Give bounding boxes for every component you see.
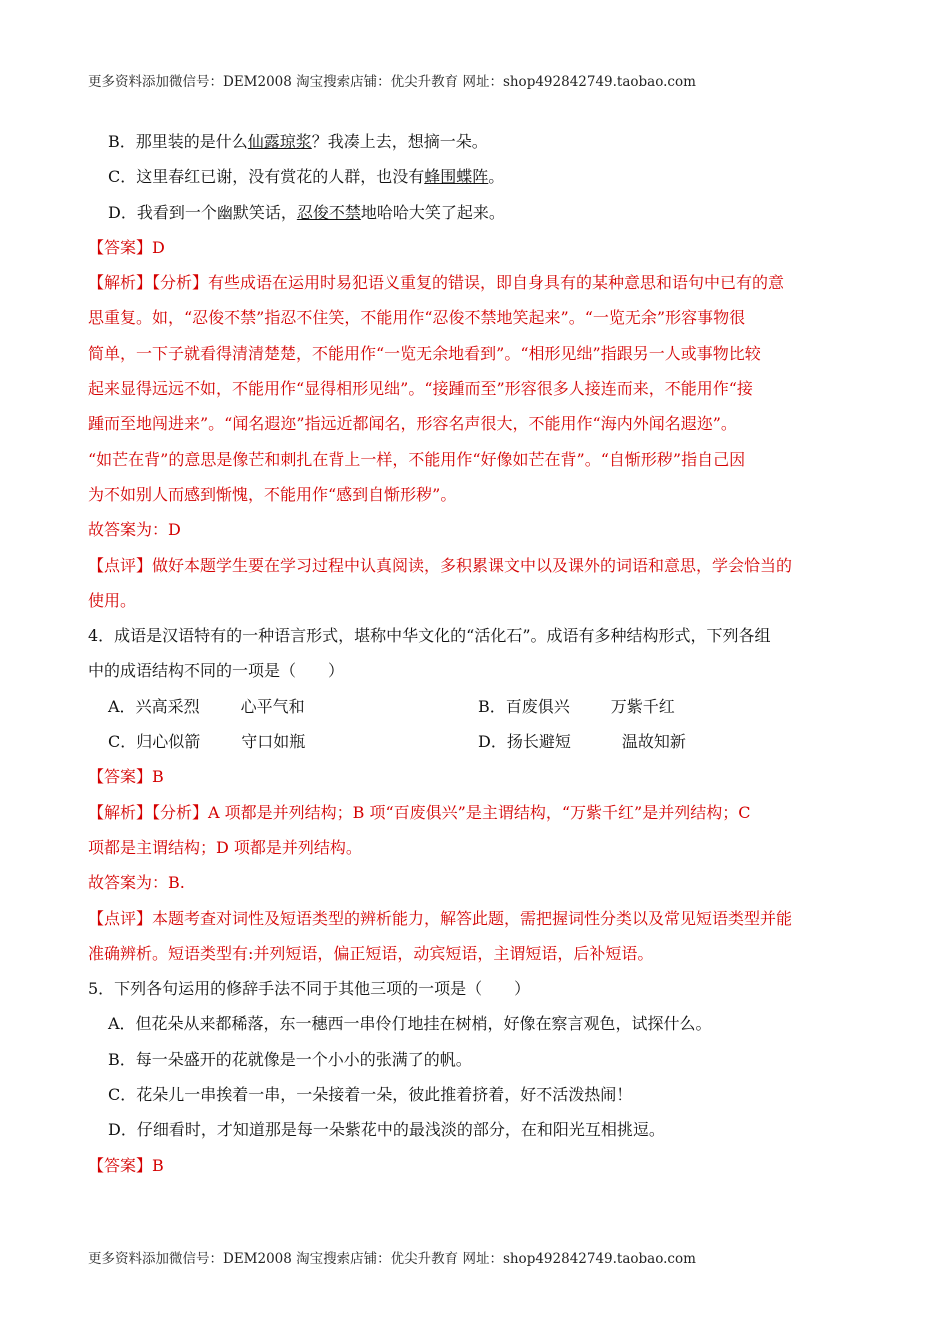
q5-stem: 5．下列各句运用的修辞手法不同于其他三项的一项是（ ）: [88, 979, 531, 999]
q3-analysis-line: 简单，一下子就看得清清楚楚，不能用作“一览无余地看到”。“相形见绌”指跟另一人或事物比较: [88, 343, 761, 363]
q3-analysis-line: 踵而至地闯进来”。“闻名遐迩”指远近都闻名，形容名声很大，不能用作“海内外闻名遐迩”。: [88, 414, 737, 434]
q3-option-c: C．这里春红已谢，没有赏花的人群，也没有蜂围蝶阵。: [108, 167, 505, 187]
q4-option-b: B．百废俱兴 万紫千红: [478, 696, 675, 716]
q3-analysis-line: 思重复。如，“忍俊不禁”指忍不住笑，不能用作“忍俊不禁地笑起来”。“一览无余”形容事物很: [88, 308, 746, 328]
q4-option-a: A．兴高采烈 心平气和: [108, 696, 305, 716]
q4-comment-line: 准确辨析。短语类型有:并列短语，偏正短语，动宾短语，主谓短语，后补短语。: [88, 943, 654, 963]
q5-option-c: C．花朵儿一串挨着一串，一朵接着一朵，彼此推着挤着，好不活泼热闹！: [108, 1085, 633, 1105]
q4-analysis-line: 项都是主谓结构；D 项都是并列结构。: [88, 837, 362, 857]
q3-option-d: D．我看到一个幽默笑话，忍俊不禁地哈哈大笑了起来。: [108, 202, 505, 222]
q4-option-d: D．扬长避短 温故知新: [478, 732, 686, 752]
q4-answer: 【答案】B: [88, 767, 164, 787]
q5-option-b: B．每一朵盛开的花就像是一个小小的张满了的帆。: [108, 1049, 472, 1069]
q4-stem-line: 4．成语是汉语特有的一种语言形式，堪称中华文化的“活化石”。成语有多种结构形式，下列各组: [88, 626, 771, 646]
q3-analysis-line: 起来显得远远不如，不能用作“显得相形见绌”。“接踵而至”形容很多人接连而来，不能用作“接: [88, 379, 753, 399]
page-header: 更多资料添加微信号：DEM2008 淘宝搜索店铺：优尖升教育 网址：shop492842749.taobao.com: [88, 74, 696, 90]
q4-analysis-line: 【解析】【分析】A 项都是并列结构；B 项“百废俱兴”是主谓结构，“万紫千红”是并列结构；C: [88, 802, 751, 822]
q3-option-b: B．那里装的是什么仙露琼浆？我凑上去，想摘一朵。: [108, 132, 488, 151]
q4-option-row: [88, 689, 863, 724]
q4-comment-line: 【点评】本题考查对词性及短语类型的辨析能力，解答此题，需把握词性分类以及常见短语类型并能: [88, 908, 793, 928]
q4-option-c: C．归心似箭 守口如瓶: [108, 732, 306, 752]
q3-answer: 【答案】D: [88, 237, 165, 257]
underlined-idiom: 仙露琼浆: [247, 132, 312, 151]
underlined-idiom: 忍俊不禁: [296, 202, 361, 222]
document-body: [88, 124, 863, 1183]
q3-comment-line: 使用。: [88, 590, 137, 610]
q5-option-a: A．但花朵从来都稀落，东一穗西一串伶仃地挂在树梢，好像在察言观色，试探什么。: [108, 1014, 712, 1034]
q5-option-d: D．仔细看时，才知道那是每一朵紫花中的最浅淡的部分，在和阳光互相挑逗。: [108, 1120, 665, 1140]
page-footer: 更多资料添加微信号：DEM2008 淘宝搜索店铺：优尖升教育 网址：shop492842749.taobao.com: [88, 1251, 696, 1267]
q3-conclusion: 故答案为：D: [88, 520, 181, 540]
q5-answer: 【答案】B: [88, 1155, 164, 1175]
q3-analysis-line: 【解析】【分析】有些成语在运用时易犯语义重复的错误，即自身具有的某种意思和语句中已有的意: [88, 273, 785, 293]
q3-analysis-line: 为不如别人而感到惭愧，不能用作“感到自惭形秽”。: [88, 484, 457, 504]
q4-stem-line: 中的成语结构不同的一项是（ ）: [88, 661, 345, 681]
q4-conclusion: 故答案为：B.: [88, 873, 185, 893]
q4-option-row: [88, 724, 863, 759]
underlined-idiom: 蜂围蝶阵: [424, 167, 489, 187]
q3-analysis-line: “如芒在背”的意思是像芒和刺扎在背上一样，不能用作“好像如芒在背”。“自惭形秽”指自己因: [88, 449, 746, 469]
q3-comment-line: 【点评】做好本题学生要在学习过程中认真阅读，多积累课文中以及课外的词语和意思，学会恰当的: [88, 555, 793, 575]
